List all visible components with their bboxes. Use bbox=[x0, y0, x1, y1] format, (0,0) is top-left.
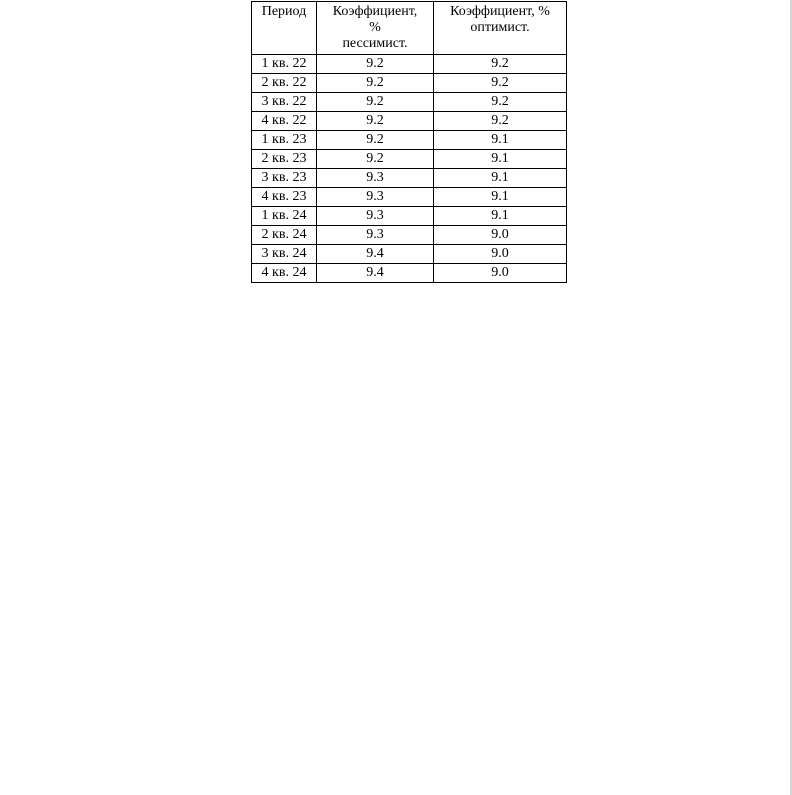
cell-period: 3 кв. 24 bbox=[252, 245, 317, 264]
table-header-row bbox=[252, 2, 567, 55]
cell-pessimistic: 9.2 bbox=[317, 55, 434, 74]
table-row bbox=[252, 264, 567, 283]
header-optimistic-line: Коэффициент, % bbox=[450, 4, 550, 19]
cell-optimistic: 9.1 bbox=[434, 188, 567, 207]
cell-pessimistic: 9.3 bbox=[317, 169, 434, 188]
cell-pessimistic: 9.4 bbox=[317, 264, 434, 283]
cell-pessimistic: 9.2 bbox=[317, 131, 434, 150]
cell-period: 1 кв. 24 bbox=[252, 207, 317, 226]
header-period: Период bbox=[252, 2, 317, 55]
cell-pessimistic: 9.3 bbox=[317, 226, 434, 245]
cell-pessimistic: 9.2 bbox=[317, 74, 434, 93]
cell-period: 1 кв. 22 bbox=[252, 55, 317, 74]
cell-period: 1 кв. 23 bbox=[252, 131, 317, 150]
table-row bbox=[252, 188, 567, 207]
header-pessimistic-line: пессимист. bbox=[342, 36, 408, 51]
cell-pessimistic: 9.2 bbox=[317, 112, 434, 131]
cell-optimistic: 9.0 bbox=[434, 245, 567, 264]
header-optimistic bbox=[434, 2, 567, 55]
cell-period: 3 кв. 23 bbox=[252, 169, 317, 188]
cell-optimistic: 9.0 bbox=[434, 226, 567, 245]
cell-optimistic: 9.1 bbox=[434, 207, 567, 226]
cell-pessimistic: 9.2 bbox=[317, 93, 434, 112]
cell-period: 2 кв. 22 bbox=[252, 74, 317, 93]
cell-period: 4 кв. 24 bbox=[252, 264, 317, 283]
cell-optimistic: 9.1 bbox=[434, 169, 567, 188]
table-row bbox=[252, 207, 567, 226]
table-row bbox=[252, 55, 567, 74]
cell-optimistic: 9.2 bbox=[434, 93, 567, 112]
header-pessimistic-line: Коэффициент, bbox=[332, 4, 418, 19]
cell-optimistic: 9.2 bbox=[434, 112, 567, 131]
coefficient-table bbox=[251, 1, 567, 283]
table-row bbox=[252, 131, 567, 150]
cell-period: 2 кв. 24 bbox=[252, 226, 317, 245]
cell-optimistic: 9.2 bbox=[434, 55, 567, 74]
table-row bbox=[252, 93, 567, 112]
table-row bbox=[252, 245, 567, 264]
cell-pessimistic: 9.2 bbox=[317, 150, 434, 169]
cell-optimistic: 9.2 bbox=[434, 74, 567, 93]
cell-period: 4 кв. 22 bbox=[252, 112, 317, 131]
table-row bbox=[252, 226, 567, 245]
cell-period: 4 кв. 23 bbox=[252, 188, 317, 207]
header-pessimistic bbox=[317, 2, 434, 55]
cell-optimistic: 9.0 bbox=[434, 264, 567, 283]
cell-pessimistic: 9.3 bbox=[317, 188, 434, 207]
cell-optimistic: 9.1 bbox=[434, 131, 567, 150]
header-pessimistic-line: % bbox=[369, 20, 381, 35]
cell-optimistic: 9.1 bbox=[434, 150, 567, 169]
table-row bbox=[252, 150, 567, 169]
cell-period: 2 кв. 23 bbox=[252, 150, 317, 169]
table-row bbox=[252, 169, 567, 188]
header-optimistic-line: оптимист. bbox=[470, 20, 530, 35]
table-row bbox=[252, 112, 567, 131]
cell-pessimistic: 9.4 bbox=[317, 245, 434, 264]
cell-period: 3 кв. 22 bbox=[252, 93, 317, 112]
table-row bbox=[252, 74, 567, 93]
cell-pessimistic: 9.3 bbox=[317, 207, 434, 226]
